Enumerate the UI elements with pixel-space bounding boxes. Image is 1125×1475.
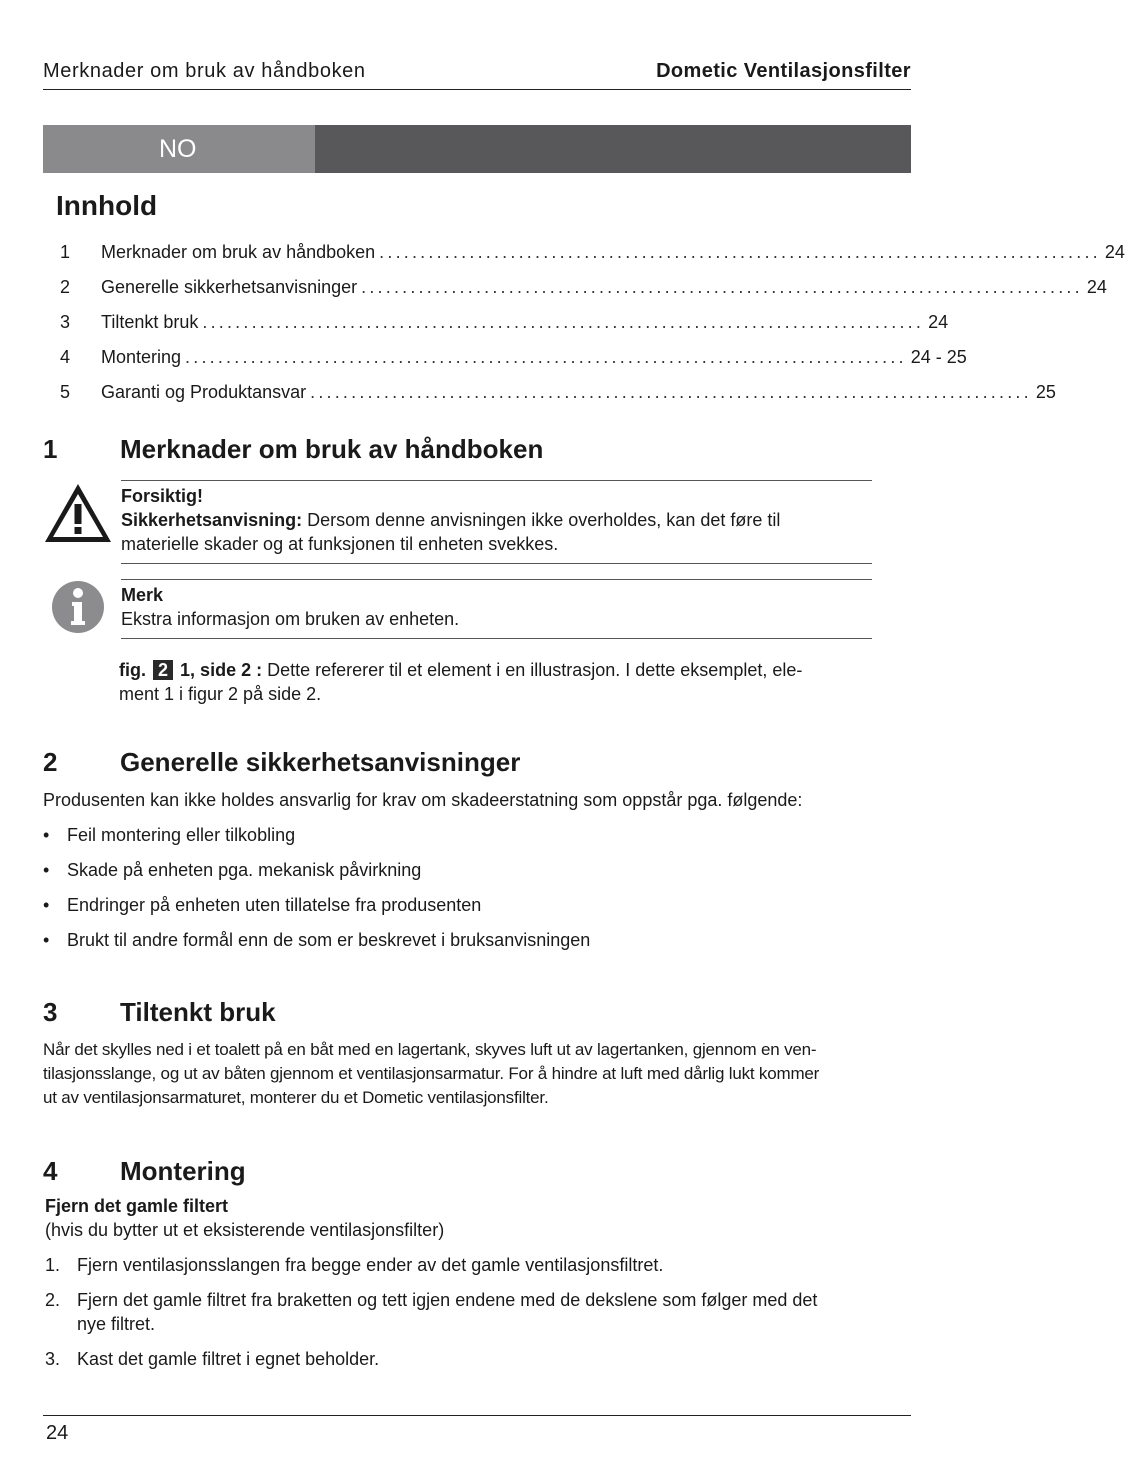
list-item xyxy=(43,858,421,882)
note-top-rule xyxy=(121,579,872,580)
section-number: 1 xyxy=(43,434,58,464)
warning-triangle-icon xyxy=(43,482,113,544)
bullet: • xyxy=(43,860,50,880)
list-item xyxy=(43,823,295,847)
toc-leader: ........................................................................................ xyxy=(361,277,1083,297)
caution-top-rule xyxy=(121,480,872,481)
language-label: NO xyxy=(159,135,197,163)
step-text: Kast det gamle filtret i egnet beholder. xyxy=(77,1349,380,1369)
toc-entry-label: Garanti og Produktansvar xyxy=(101,382,307,402)
toc-entry-label: Tiltenkt bruk xyxy=(101,312,199,332)
toc-entry-number: 5 xyxy=(60,382,71,402)
running-header-right: Dometic Ventilasjonsfilter xyxy=(656,60,911,82)
caution-lead: Sikkerhetsanvisning: xyxy=(121,510,303,530)
fig-reference-line-2: ment 1 i figur 2 på side 2. xyxy=(119,684,322,704)
toc-entry-page: 24 xyxy=(1086,277,1107,297)
section-4-subnote: (hvis du bytter ut et eksisterende ventilasjonsfilter) xyxy=(45,1220,445,1240)
caution-line-1 xyxy=(121,508,780,532)
toc-entry-label: Generelle sikkerhetsanvisninger xyxy=(101,277,358,297)
section-4-subheading: Fjern det gamle filtert xyxy=(45,1196,229,1216)
section-title: Generelle sikkerhetsanvisninger xyxy=(120,747,521,777)
section-3-line-3: ut av ventilasjonsarmaturet, monterer du et Dometic ventilasjonsfilter. xyxy=(43,1088,549,1107)
section-title: Merknader om bruk av håndboken xyxy=(120,434,544,464)
toc-entry xyxy=(60,382,1056,406)
step-text-continued: nye filtret. xyxy=(77,1314,156,1334)
toc-entry-page: 24 xyxy=(928,312,949,332)
fig-ref: 1, side 2 : xyxy=(180,660,263,680)
toc-entry-number: 4 xyxy=(60,347,71,367)
footer-rule xyxy=(43,1415,911,1416)
language-band xyxy=(43,125,911,173)
header-rule xyxy=(43,89,911,90)
list-item-text: Feil montering eller tilkobling xyxy=(67,825,296,845)
running-header-left: Merknader om bruk av håndboken xyxy=(43,60,366,82)
fig-reference-line-1 xyxy=(119,658,879,682)
step-text: Fjern ventilasjonsslangen fra begge ender av det gamle ventilasjonsfiltret. xyxy=(77,1255,664,1275)
section-2-intro: Produsenten kan ikke holdes ansvarlig for krav om skadeerstatning som oppstår pga. følgende: xyxy=(43,790,803,810)
language-tab xyxy=(43,125,315,173)
list-item-text: Brukt til andre formål enn de som er beskrevet i bruksanvisningen xyxy=(67,930,591,950)
caution-bottom-rule xyxy=(121,563,872,564)
section-3-line-2: tilasjonsslange, og ut av båten gjennom et ventilasjonsarmatur. For å hindre at luft med dårlig lukt kommer xyxy=(43,1064,820,1083)
page-number: 24 xyxy=(46,1422,69,1444)
toc-entry-label: Montering xyxy=(101,347,182,367)
step-number: 1. xyxy=(45,1255,61,1275)
caution-text: Dersom denne anvisningen ikke overholdes, kan det føre til xyxy=(307,510,781,530)
section-number: 3 xyxy=(43,997,58,1027)
toc-entry-page: 24 - 25 xyxy=(910,347,967,367)
note-text: Ekstra informasjon om bruken av enheten. xyxy=(121,609,460,629)
toc-entry-number: 3 xyxy=(60,312,71,332)
section-4-heading xyxy=(43,1156,246,1187)
toc-entry xyxy=(60,242,1125,266)
step-number: 3. xyxy=(45,1349,61,1369)
caution-line-2: materielle skader og at funksjonen til enheten svekkes. xyxy=(121,534,559,554)
fig-text: Dette refererer til et element i en illustrasjon. I dette eksemplet, ele- xyxy=(267,660,803,680)
step-text: Fjern det gamle filtret fra braketten og tett igjen endene med de dekslene som følger med det xyxy=(77,1290,818,1310)
section-number: 2 xyxy=(43,747,58,777)
toc-entry-page: 25 xyxy=(1035,382,1056,402)
note-bottom-rule xyxy=(121,638,872,639)
toc-entry-label: Merknader om bruk av håndboken xyxy=(101,242,376,262)
toc-leader: ........................................................................................ xyxy=(310,382,1032,402)
section-title: Montering xyxy=(120,1156,246,1186)
toc-entry xyxy=(60,312,949,336)
list-item xyxy=(43,893,481,917)
list-item-text: Skade på enheten pga. mekanisk påvirkning xyxy=(67,860,422,880)
bullet: • xyxy=(43,825,50,845)
caution-heading: Forsiktig! xyxy=(121,486,204,506)
section-3-heading xyxy=(43,997,276,1028)
note-heading: Merk xyxy=(121,585,164,605)
toc-entry-number: 2 xyxy=(60,277,71,297)
toc-entry xyxy=(60,277,1107,301)
list-item-text: Endringer på enheten uten tillatelse fra produsenten xyxy=(67,895,482,915)
toc-entry-page: 24 xyxy=(1104,242,1125,262)
toc-entry xyxy=(60,347,967,371)
section-title: Tiltenkt bruk xyxy=(120,997,276,1027)
toc-title: Innhold xyxy=(56,190,158,221)
bullet: • xyxy=(43,930,50,950)
info-circle-icon xyxy=(51,580,105,634)
fig-number-box: 2 xyxy=(153,660,173,680)
bullet: • xyxy=(43,895,50,915)
step-number: 2. xyxy=(45,1290,61,1310)
fig-prefix: fig. xyxy=(119,660,146,680)
section-3-line-1: Når det skylles ned i et toalett på en båt med en lagertank, skyves luft ut av lagertanken, gjennom en ven- xyxy=(43,1040,817,1059)
toc-leader: ........................................................................................ xyxy=(185,347,907,367)
toc-leader: ........................................................................................ xyxy=(379,242,1101,262)
list-item xyxy=(43,928,590,952)
section-1-heading xyxy=(43,434,543,465)
section-2-heading xyxy=(43,747,520,778)
toc-leader: ........................................................................................ xyxy=(202,312,925,332)
toc-entry-number: 1 xyxy=(60,242,71,262)
section-number: 4 xyxy=(43,1156,58,1186)
